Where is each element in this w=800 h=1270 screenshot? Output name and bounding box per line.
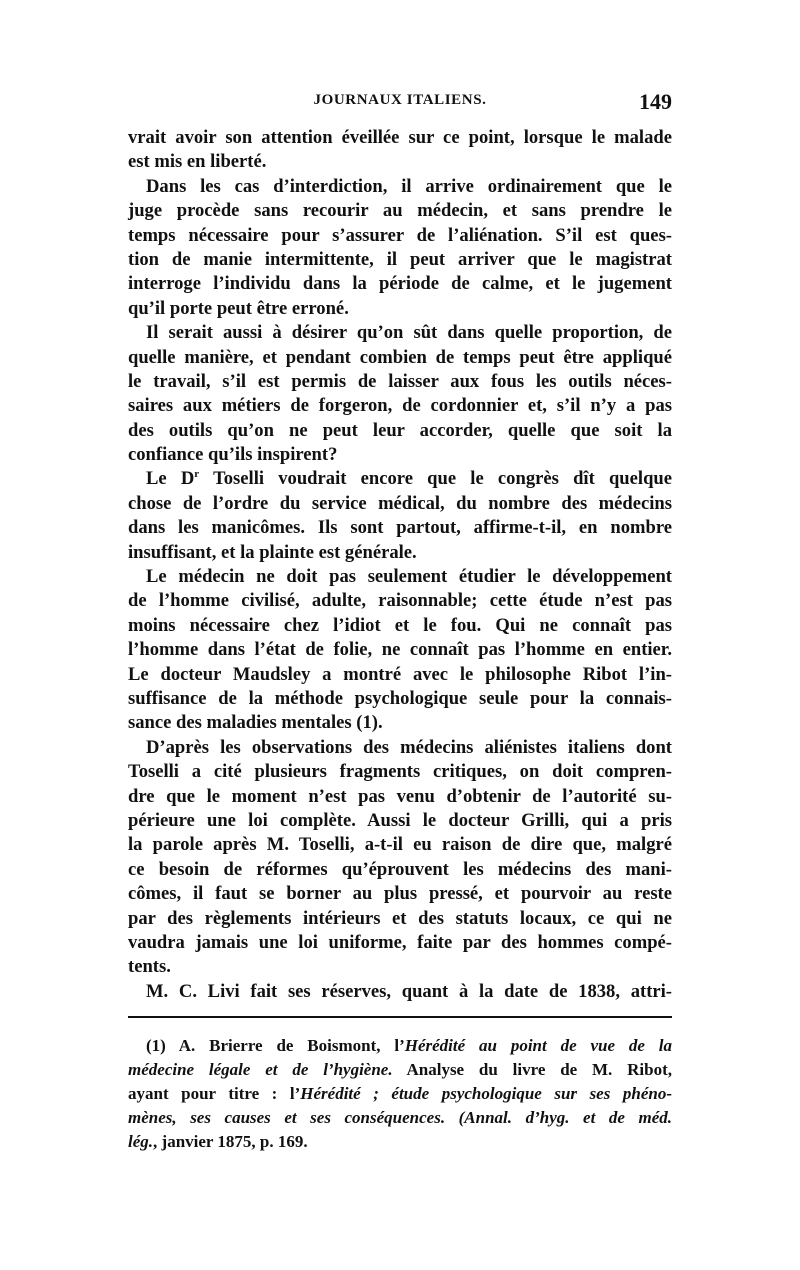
paragraph-start: D’après les observations des médecins aliénistes italiens dont bbox=[146, 736, 672, 758]
text-line: cômes, il faut se borner au plus pressé, et pourvoir au reste bbox=[128, 883, 672, 905]
text-line: tents. bbox=[128, 956, 171, 978]
footnote-text: (1) A. Brierre de Boismont, l’ bbox=[146, 1036, 405, 1055]
text-line: par des règlements intérieurs et des statuts locaux, ce qui ne bbox=[128, 907, 672, 929]
doctor-superscript: r bbox=[194, 468, 200, 481]
text-line: suffisance de la méthode psychologique seule pour la connais- bbox=[128, 687, 672, 709]
text-line: confiance qu’ils inspirent? bbox=[128, 444, 338, 466]
text-line: ce besoin de réformes qu’éprouvent les médecins des mani- bbox=[128, 858, 672, 880]
footnote-line bbox=[128, 1106, 672, 1130]
text-line: l’homme dans l’état de folie, ne connaît pas l’homme en entier. bbox=[128, 639, 672, 661]
footnote-text: ayant pour titre : l’ bbox=[128, 1084, 301, 1103]
paragraph-start: Le médecin ne doit pas seulement étudier le développement bbox=[146, 566, 672, 588]
text-line: Toselli a cité plusieurs fragments critiques, on doit compren- bbox=[128, 761, 672, 783]
footnote-italic-text: mènes, ses causes et ses conséquences. (Annal. d’hyg. et de méd. bbox=[128, 1108, 672, 1127]
text-line: dre que le moment n’est pas venu d’obtenir de l’autorité su- bbox=[128, 785, 672, 807]
text-line: de l’homme civilisé, adulte, raisonnable; cette étude n’est pas bbox=[128, 590, 672, 612]
footnote-italic-text: Hérédité au point de vue de la bbox=[404, 1036, 672, 1055]
text-line: insuffisant, et la plainte est générale. bbox=[128, 541, 417, 563]
text-line: vrait avoir son attention éveillée sur ce point, lorsque le malade bbox=[128, 127, 672, 148]
footnote-italic-text: lég. bbox=[128, 1132, 154, 1151]
footnote-text: Analyse du livre de M. Ribot, bbox=[392, 1060, 672, 1079]
text-line: chose de l’ordre du service médical, du nombre des médecins bbox=[128, 492, 672, 514]
paragraph-start: Il serait aussi à désirer qu’on sût dans quelle proportion, de bbox=[146, 322, 672, 344]
doctor-abbreviation: Le D bbox=[146, 468, 195, 490]
footnote bbox=[128, 1034, 672, 1154]
text-line: juge procède sans recourir au médecin, et sans prendre le bbox=[128, 200, 672, 222]
body-text bbox=[128, 126, 672, 1004]
footnote-rule bbox=[128, 1016, 672, 1018]
footnote-line bbox=[128, 1058, 672, 1082]
text-line: sance des maladies mentales (1). bbox=[128, 712, 383, 734]
text-line: est mis en liberté. bbox=[128, 151, 267, 173]
paragraph-start bbox=[128, 467, 672, 491]
text-line: Le docteur Maudsley a montré avec le philosophe Ribot l’in- bbox=[128, 663, 672, 685]
text-line: vaudra jamais une loi uniforme, faite par des hommes compé- bbox=[128, 931, 672, 953]
text-line: des outils qu’on ne peut leur accorder, quelle que soit la bbox=[128, 419, 672, 441]
page-header bbox=[128, 89, 672, 120]
text-line: temps nécessaire pour s’assurer de l’aliénation. S’il est ques- bbox=[128, 224, 672, 246]
text-line: le travail, s’il est permis de laisser aux fous les outils néces- bbox=[128, 370, 672, 392]
footnote-text: , janvier 1875, p. 169. bbox=[153, 1132, 308, 1151]
page-number: 149 bbox=[639, 89, 672, 114]
paragraph-start: M. C. Livi fait ses réserves, quant à la date de 1838, attri- bbox=[146, 980, 672, 1002]
text-line: saires aux métiers de forgeron, de cordonnier et, s’il n’y a pas bbox=[128, 395, 672, 417]
text-line-content: Toselli voudrait encore que le congrès dît quelque bbox=[213, 468, 673, 490]
paragraph-start: Dans les cas d’interdiction, il arrive ordinairement que le bbox=[146, 175, 672, 197]
text-line: quelle manière, et pendant combien de temps peut être appliqué bbox=[128, 346, 672, 368]
footnote-line bbox=[146, 1034, 672, 1058]
text-line: interroge l’individu dans la période de calme, et le jugement bbox=[128, 273, 672, 295]
footnote-line bbox=[128, 1130, 672, 1154]
text-line: périeure une loi complète. Aussi le docteur Grilli, qui a pris bbox=[128, 809, 672, 831]
footnote-italic-text: Hérédité ; étude psychologique sur ses phéno- bbox=[300, 1084, 672, 1103]
text-line: dans les manicômes. Ils sont partout, affirme-t-il, en nombre bbox=[128, 517, 672, 539]
text-line: qu’il porte peut être erroné. bbox=[128, 297, 349, 319]
running-title: JOURNAUX ITALIENS. bbox=[313, 92, 487, 108]
text-line: la parole après M. Toselli, a-t-il eu raison de dire que, malgré bbox=[128, 834, 672, 856]
text-line: moins nécessaire chez l’idiot et le fou. Qui ne connaît pas bbox=[128, 614, 672, 636]
footnote-italic-text: médecine légale et de l’hygiène. bbox=[128, 1060, 393, 1079]
footnote-line bbox=[128, 1082, 672, 1106]
text-line: tion de manie intermittente, il peut arriver que le magistrat bbox=[128, 248, 672, 270]
